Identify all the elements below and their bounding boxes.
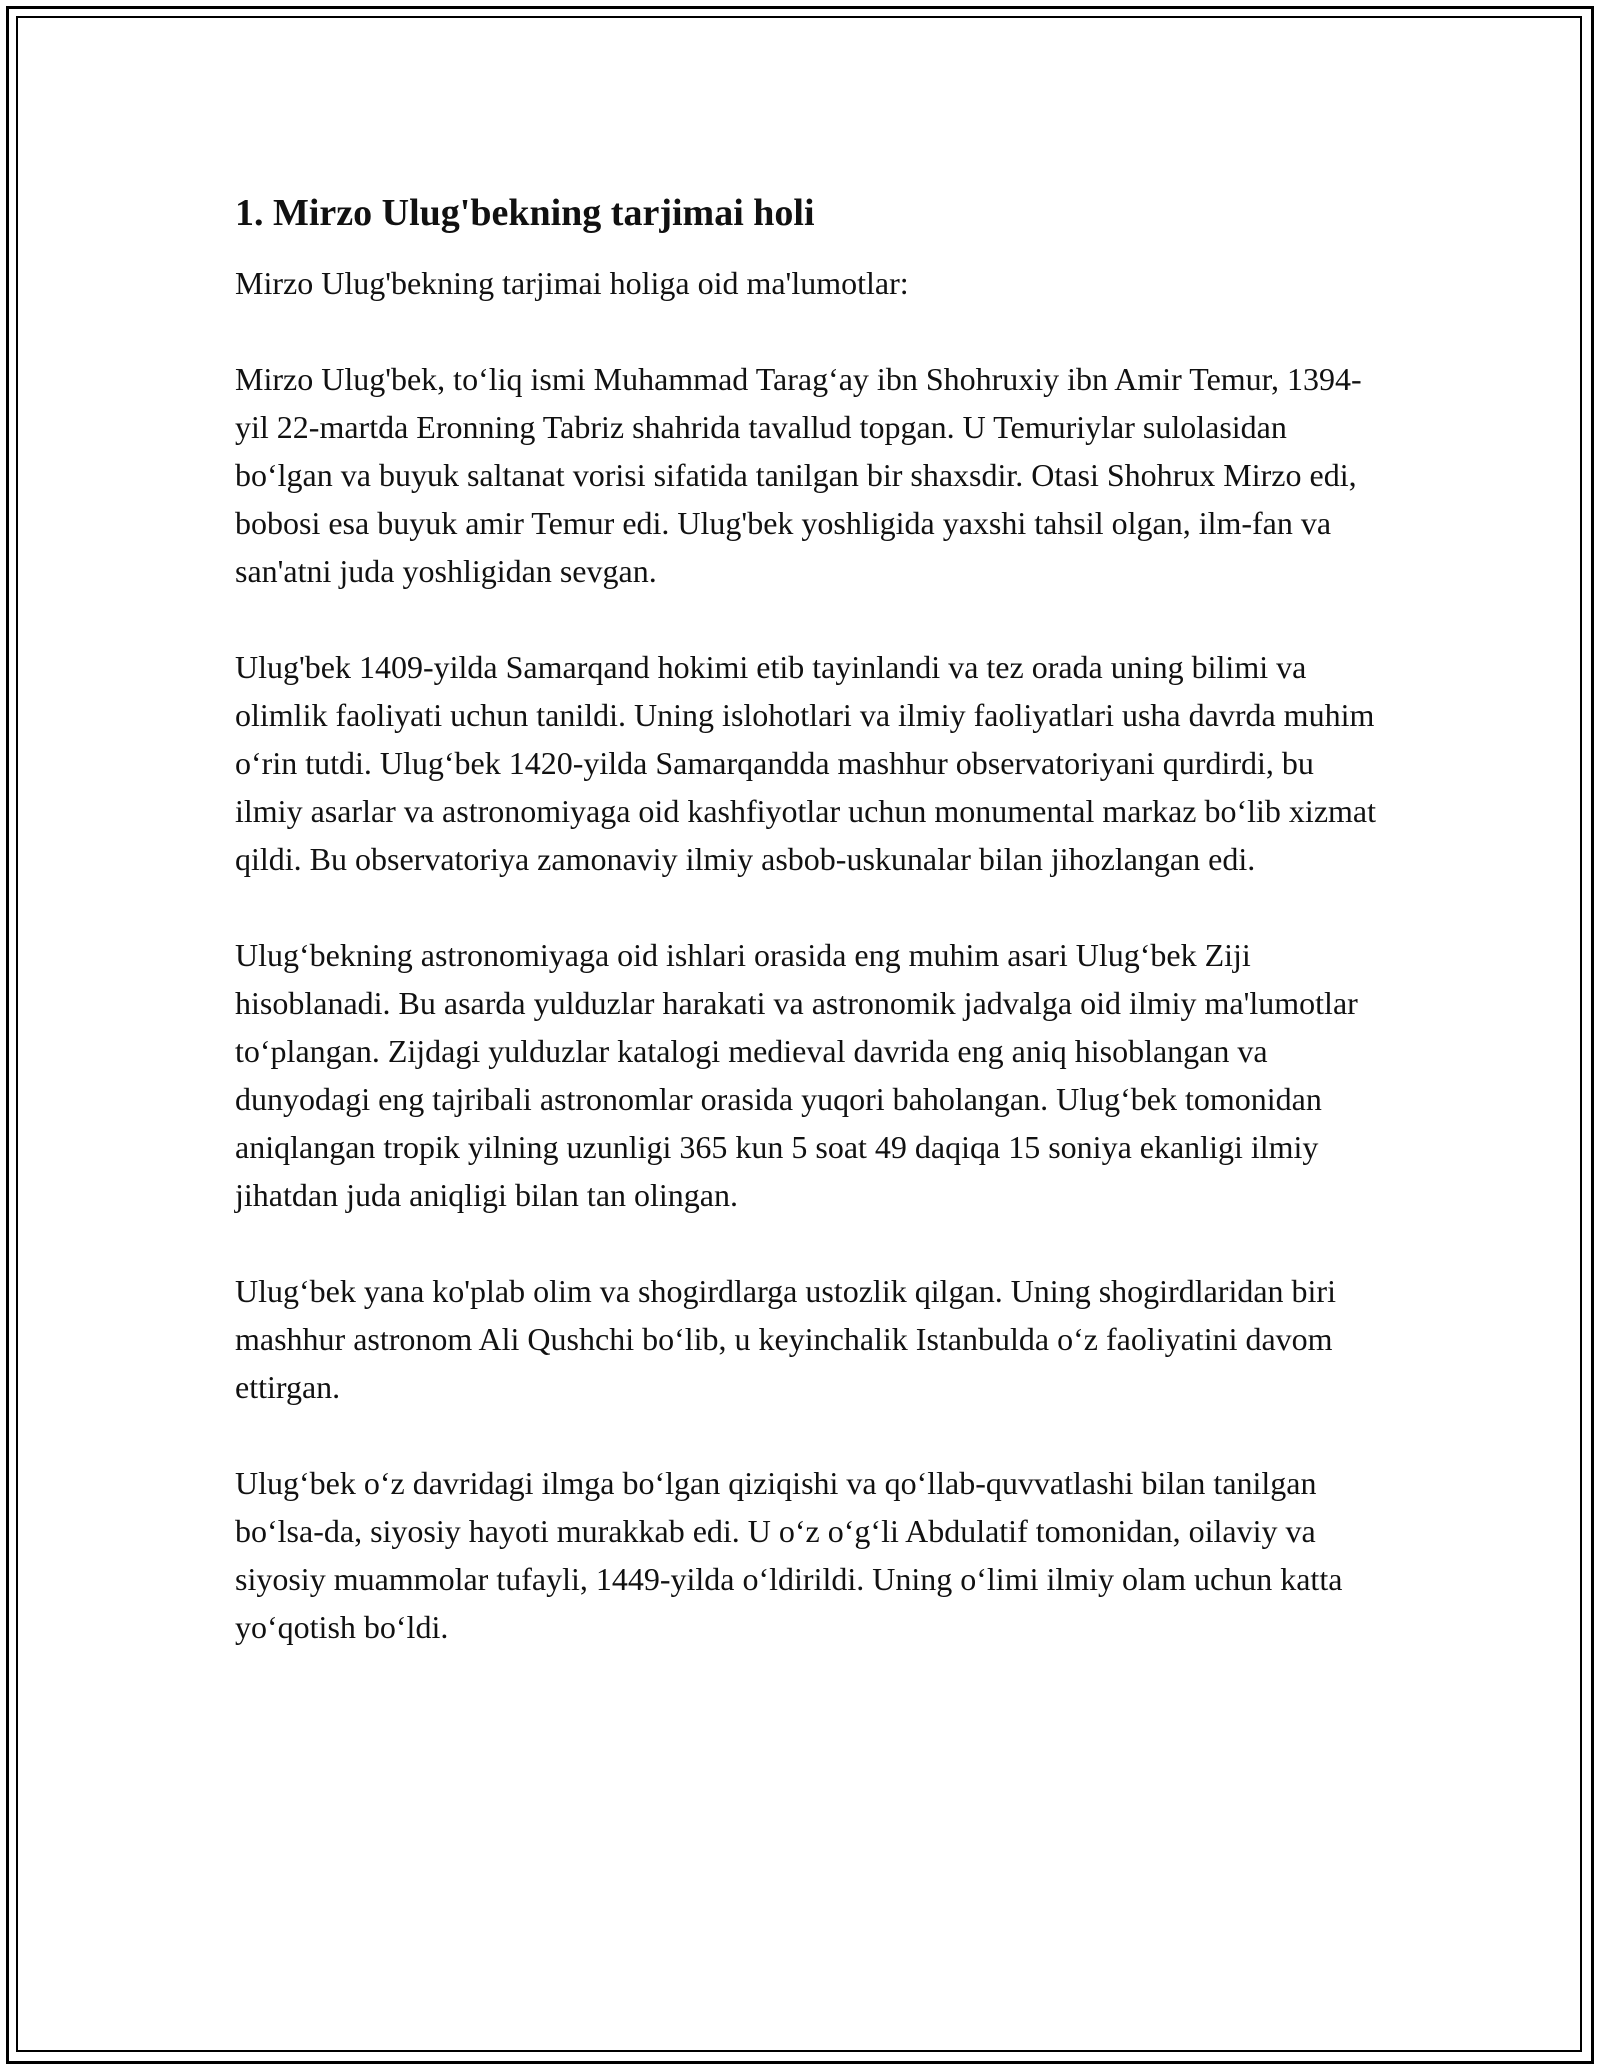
paragraph-death: Ulug‘bek o‘z davridagi ilmga bo‘lgan qiziqishi va qo‘llab-quvvatlashi bilan tanilgan bo‘lsa-da, siyosiy hayoti murakkab edi. U o‘z o‘g‘li Abdulatif tomonidan, oilaviy va siyosiy muammolar tufayli, 1449-yilda o‘ldirildi. Uning o‘limi ilmiy olam uchun katta yo‘qotish bo‘ldi. xyxy=(235,1465,1343,1645)
paragraph-biography: Mirzo Ulug'bek, to‘liq ismi Muhammad Tarag‘ay ibn Shohruxiy ibn Amir Temur, 1394-yil 22-martda Eronning Tabriz shahrida tavallud topgan. U Temuriylar sulolasidan bo‘lgan va buyuk saltanat vorisi sifatida tanilgan bir shaxsdir. Otasi Shohrux Mirzo edi, bobosi esa buyuk amir Temur edi. Ulug'bek yoshligida yaxshi tahsil olgan, ilm-fan va san'atni juda yoshligidan sevgan. xyxy=(235,361,1362,589)
paragraph-observatory: Ulug'bek 1409-yilda Samarqand hokimi etib tayinlandi va tez orada uning bilimi va olimlik faoliyati uchun tanildi. Uning islohotlari va ilmiy faoliyatlari usha davrda muhim o‘rin tutdi. Ulug‘bek 1420-yilda Samarqandda mashhur observatoriyani qurdirdi, bu ilmiy asarlar va astronomiyaga oid kashfiyotlar uchun monumental markaz bo‘lib xizmat qildi. Bu observatoriya zamonaviy ilmiy asbob-uskunalar bilan jihozlangan edi. xyxy=(235,649,1376,877)
document-title: 1. Mirzo Ulug'bekning tarjimai holi xyxy=(235,192,815,234)
paragraph-zij: Ulug‘bekning astronomiyaga oid ishlari orasida eng muhim asari Ulug‘bek Ziji hisoblanadi. Bu asarda yulduzlar harakati va astronomik jadvalga oid ilmiy ma'lumotlar to‘plangan. Zijdagi yulduzlar katalogi medieval davrida eng aniq hisoblangan va dunyodagi eng tajribali astronomlar orasida yuqori baholangan. Ulug‘bek tomonidan aniqlangan tropik yilning uzunligi 365 kun 5 soat 49 daqiqa 15 soniya ekanligi ilmiy jihatdan juda aniqligi bilan tan olingan. xyxy=(235,937,1358,1213)
paragraph-students: Ulug‘bek yana ko'plab olim va shogirdlarga ustozlik qilgan. Uning shogirdlaridan biri mashhur astronom Ali Qushchi bo‘lib, u keyinchalik Istanbulda o‘z faoliyatini davom ettirgan. xyxy=(235,1273,1336,1405)
intro-paragraph: Mirzo Ulug'bekning tarjimai holiga oid ma'lumotlar: xyxy=(235,265,909,301)
document-body xyxy=(235,185,1385,1699)
